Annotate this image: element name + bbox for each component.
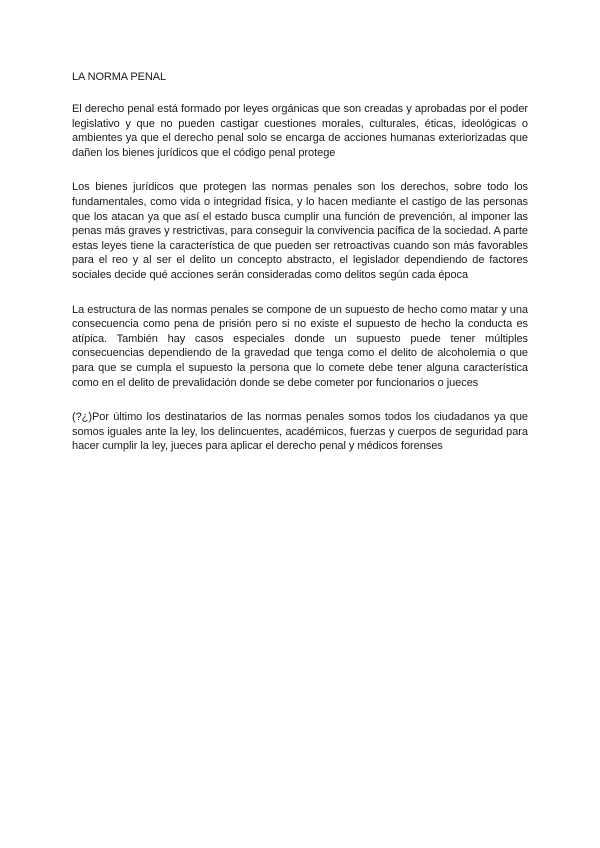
paragraph-destinatarios: (?¿)Por último los destinatarios de las normas penales somos todos los ciudadanos ya que somos iguales ante la ley, los delincuentes, académicos, fuerzas y cuerpos de seguridad para hacer cumplir la ley, jueces para aplicar el derecho penal y médicos forenses <box>72 411 528 453</box>
document-title: LA NORMA PENAL <box>72 71 166 83</box>
paragraph-estructura: La estructura de las normas penales se compone de un supuesto de hecho como matar y una consecuencia como pena de prisión pero si no existe el supuesto de hecho la conducta es atípica. También hay casos especiales donde un supuesto puede tener múltiples consecuencias dependiendo de la gravedad que tenga como el delito de alcoholemia o que para que se cumpla el supuesto la persona que lo comete debe tener alguna característica como en el delito de prevalidación donde se debe cometer por funcionarios o jueces <box>72 303 528 389</box>
document-body <box>72 70 528 474</box>
paragraph-intro: El derecho penal está formado por leyes orgánicas que son creadas y aprobadas por el poder legislativo y que no pueden castigar cuestiones morales, culturales, éticas, ideológicas o ambientes ya que el derecho penal solo se encarga de acciones humanas exteriorizadas que dañen los bienes jurídicos que el código penal protege <box>72 103 528 159</box>
paragraph-bienes-juridicos: Los bienes jurídicos que protegen las normas penales son los derechos, sobre todo los fundamentales, como vida o integridad física, y lo hacen mediante el castigo de las personas que los atacan ya que así el estado busca cumplir una función de prevención, al imponer las penas más graves y restrictivas, para conseguir la convivencia pacífica de la sociedad. A parte estas leyes tiene la característica de que pueden ser retroactivas cuando son más favorables para el reo y al ser el delito un concepto abstracto, el legislador dependiendo de factores sociales decide qué acciones serán consideradas como delitos según cada época <box>72 181 528 281</box>
